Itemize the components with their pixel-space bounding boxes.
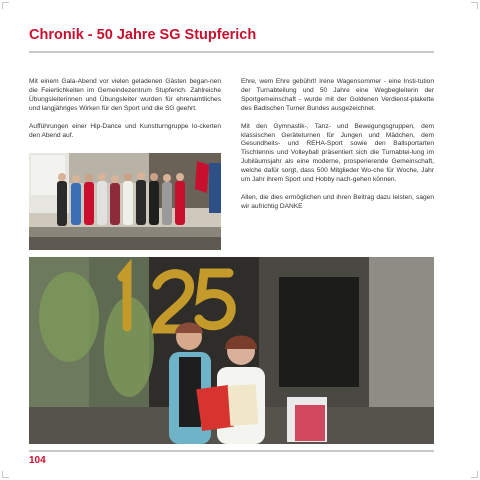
footer-divider (29, 450, 434, 452)
crop-mark-bottom-right (471, 471, 478, 478)
group-photo (29, 153, 221, 250)
left-paragraph-2: Aufführungen einer Hip-Dance und Kunstturngruppe lo-ckerten den Abend auf. (29, 122, 221, 139)
page-title: Chronik - 50 Jahre SG Stupferich (29, 27, 257, 43)
page-number: 104 (29, 455, 46, 466)
crop-mark-top-left (2, 2, 9, 9)
right-paragraph-2: Mit den Gymnastik-, Tanz- und Bewegungsgruppen, dem klassischen Geräteturnen für Jungen und Mädchen, dem Gesundheits- und REHA-Sport sowie den Ballsportarten Tischtennis und Volleyball präsentiert sich die Turnabtei-lung im Jubiläumsjahr als eine moderne, prosperierende Gemeinschaft, welche dafür sorgt, dass 500 Mitglieder Wo-che für Woche, Jahr um Jahr ihrem Sport und Hobby nach-gehen können. (241, 122, 434, 184)
crop-mark-bottom-left (2, 471, 9, 478)
award-ceremony-image (29, 257, 434, 444)
left-column (29, 78, 221, 149)
right-paragraph-1: Ehre, wem Ehre gebührt! Irene Wagensommer - eine Insti-tution der Turnabteilung und 50 Jahre eine Wegbegleiterin der Sportgemeinschaft - wurde mit der Goldenen Verdienst-plakette des Badischen Turner Bundes ausgezeichnet. (241, 78, 434, 112)
crop-mark-top-right (471, 2, 478, 9)
right-paragraph-3: Allen, die dies ermöglichen und ihren Beitrag dazu leisten, sagen wir aufrichtig DANKE (241, 193, 434, 210)
title-divider (29, 51, 434, 53)
group-photo-image (29, 153, 221, 250)
award-ceremony-photo (29, 257, 434, 444)
left-paragraph-1: Mit einem Gala-Abend vor vielen geladenen Gästen began-nen die Feierlichkeiten im Gemeindezentrum Stupferich. Zahlreiche Übungsleiterinnen und Übungsleiter wurden für ehrenamtliches und langjähriges Wirken für den Sport und die SG geehrt. (29, 78, 221, 112)
right-column (241, 78, 434, 221)
